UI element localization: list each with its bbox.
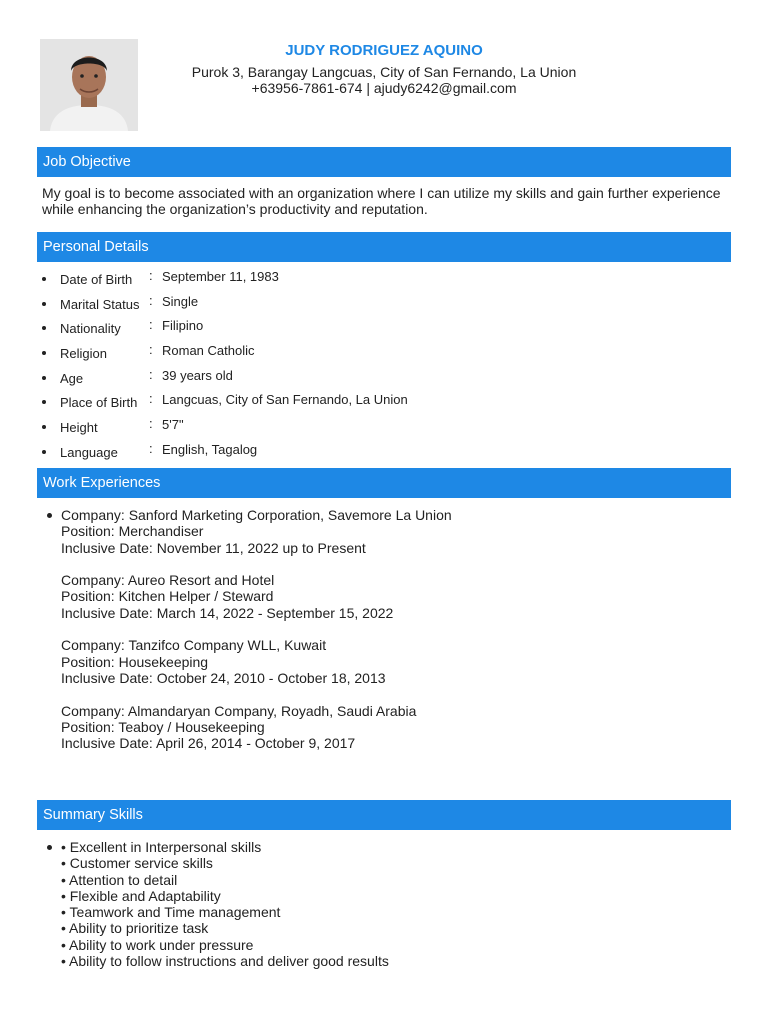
skill-item: • Teamwork and Time management: [61, 904, 281, 921]
detail-row: [42, 293, 722, 318]
job-entry: [61, 572, 721, 621]
detail-separator: :: [149, 366, 153, 382]
profile-photo: [40, 39, 138, 131]
job-entry: [61, 703, 721, 752]
detail-value: Langcuas, City of San Fernando, La Union: [162, 392, 408, 408]
detail-value: September 11, 1983: [162, 269, 279, 284]
detail-label: Marital Status: [60, 296, 140, 312]
detail-row: [42, 268, 722, 293]
skill-item: • Ability to follow instructions and deliver good results: [61, 953, 389, 970]
bullet-icon: [42, 450, 46, 454]
section-header-personal-details: Personal Details: [37, 232, 731, 262]
objective-text: My goal is to become associated with an organization where I can utilize my skills and gain further experience while enhancing the organization’s productivity and reputation.: [42, 185, 721, 217]
bullet-icon: [42, 351, 46, 355]
skill-item: • Customer service skills: [61, 855, 213, 872]
job-position: Position: Teaboy / Housekeeping: [61, 718, 265, 735]
detail-label: Nationality: [60, 321, 121, 337]
detail-label: Age: [60, 370, 84, 386]
skill-item: • Attention to detail: [61, 871, 178, 888]
detail-row: [42, 441, 722, 466]
bullet-icon: [42, 326, 46, 330]
detail-row: [42, 391, 722, 416]
address-line: Purok 3, Barangay Langcuas, City of San Fernando, La Union: [191, 64, 577, 80]
job-company: Company: Aureo Resort and Hotel: [61, 572, 275, 589]
job-date: Inclusive Date: March 14, 2022 - September 15, 2022: [61, 604, 394, 621]
detail-label: Place of Birth: [60, 395, 138, 411]
job-position: Position: Merchandiser: [61, 523, 204, 540]
bullet-icon: [42, 425, 46, 429]
detail-separator: :: [149, 416, 153, 432]
detail-row: [42, 367, 722, 392]
detail-separator: :: [149, 268, 153, 283]
detail-value: 5'7": [162, 417, 184, 433]
detail-value: 39 years old: [162, 367, 233, 383]
detail-label: Religion: [60, 346, 107, 362]
bullet-icon: [42, 277, 46, 281]
job-date: Inclusive Date: April 26, 2014 - October 9, 2017: [61, 735, 356, 752]
bullet-icon: [47, 513, 52, 518]
detail-row: [42, 416, 722, 441]
job-position: Position: Kitchen Helper / Steward: [61, 588, 274, 605]
section-header-work-experiences: Work Experiences: [37, 468, 731, 498]
job-entry: [61, 637, 721, 686]
detail-value: English, Tagalog: [162, 441, 258, 457]
detail-row: [42, 317, 722, 342]
section-header-summary-skills: Summary Skills: [37, 800, 731, 830]
job-date: Inclusive Date: October 24, 2010 - October 18, 2013: [61, 669, 386, 686]
bullet-icon: [47, 845, 52, 850]
detail-value: Filipino: [162, 318, 204, 334]
detail-value: Single: [162, 293, 199, 309]
personal-details-list: [42, 268, 722, 466]
detail-separator: :: [149, 317, 153, 333]
detail-label: Date of Birth: [60, 272, 133, 287]
detail-separator: :: [149, 391, 153, 407]
detail-label: Height: [60, 420, 98, 436]
header-contact-block: [150, 42, 618, 96]
section-header-job-objective: Job Objective: [37, 147, 731, 177]
job-company: Company: Almandaryan Company, Royadh, Saudi Arabia: [61, 702, 417, 719]
job-position: Position: Housekeeping: [61, 653, 209, 670]
detail-separator: :: [149, 440, 153, 456]
detail-label: Language: [60, 444, 118, 460]
phone-email-line: +63956-7861-674 | ajudy6242@gmail.com: [251, 80, 517, 96]
detail-value: Roman Catholic: [162, 343, 255, 359]
skill-item: • Ability to work under pressure: [61, 936, 254, 953]
skill-item: • Ability to prioritize task: [61, 920, 209, 937]
job-entry: [61, 507, 721, 556]
detail-separator: :: [149, 292, 153, 308]
skill-item: • Flexible and Adaptability: [61, 887, 221, 904]
bullet-icon: [42, 376, 46, 380]
job-company: Company: Tanzifco Company WLL, Kuwait: [61, 637, 327, 654]
detail-row: [42, 342, 722, 367]
bullet-icon: [42, 302, 46, 306]
applicant-name: JUDY RODRIGUEZ AQUINO: [285, 42, 483, 59]
skill-item: • Excellent in Interpersonal skills: [61, 839, 262, 855]
job-company: Company: Sanford Marketing Corporation, Savemore La Union: [61, 507, 452, 523]
detail-separator: :: [149, 342, 153, 358]
job-date: Inclusive Date: November 11, 2022 up to Present: [61, 539, 366, 556]
bullet-icon: [42, 400, 46, 404]
person-photo-icon: [40, 39, 138, 131]
